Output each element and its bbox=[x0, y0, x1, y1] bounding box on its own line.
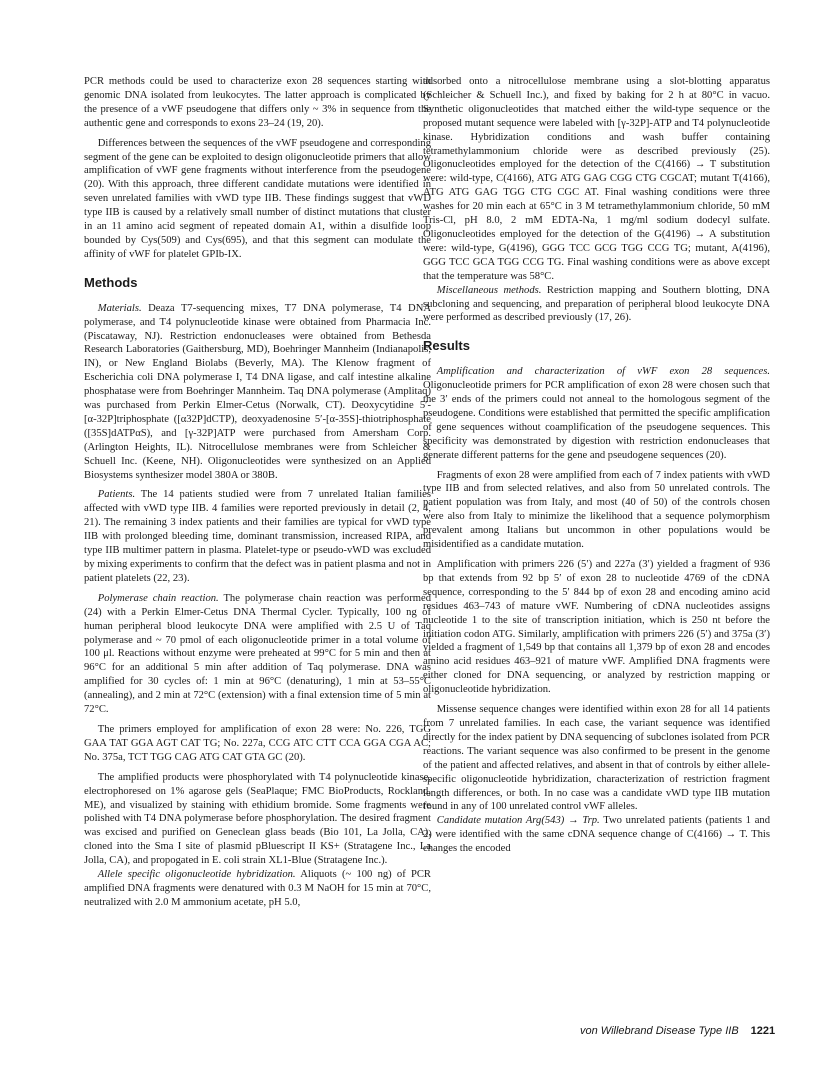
fragments-paragraph: Fragments of exon 28 were amplified from each of 7 index patients with vWD type IIB and from selected relatives, and also from 50 unrelated controls. The patient population was from Italy, and most (40 of 50) of the controls chosen were also from Italy to minimize the likelihood that a sequence polymorphism prevalent among Italians but uncommon in other populations would be misidentified as a candidate mutation. bbox=[423, 469, 770, 551]
right-column bbox=[423, 75, 770, 856]
amplification-characterization-label: Amplification and characterization of vWF exon 28 sequences. bbox=[436, 366, 770, 378]
intro-paragraph-1: PCR methods could be used to characterize exon 28 sequences starting with genomic DNA isolated from leukocytes. The latter approach is complicated by the presence of a vWF pseudogene that differs only ~ 3% in sequence from the authentic gene and corresponds to exons 23–24 (19, 20). bbox=[84, 76, 431, 129]
aso-paragraph bbox=[84, 868, 431, 910]
left-column bbox=[84, 75, 431, 910]
materials-label: Materials. bbox=[97, 302, 142, 314]
patients-paragraph bbox=[84, 488, 431, 585]
aso-label: Allele specific oligonucleotide hybridization. bbox=[97, 869, 296, 881]
page-footer bbox=[580, 1025, 776, 1037]
misc-methods-paragraph bbox=[423, 284, 770, 326]
intro-paragraph-2: Differences between the sequences of the vWF pseudogene and corresponding segment of the gene can be exploited to design oligonucleotide primers that allow amplification of vWF gene fragments without interference from the pseudogene (20). With this approach, three different candidate mutations were identified in seven unrelated families with vWD type IIB. These findings suggest that vWD type IIB is caused by a relatively small number of distinct mutations that cluster in an 11 amino acid segment of repeated domain A1, within a disulfide loop bounded by Cys(509) and Cys(695), and that this segment can modulate the affinity of vWF for platelet GPIb-IX. bbox=[84, 137, 431, 260]
pcr-paragraph bbox=[84, 592, 431, 717]
missense-paragraph: Missense sequence changes were identified within exon 28 for all 14 patients from 7 unrelated families. In each case, the variant sequence was identified directly for the index patient by DNA sequencing of subclones isolated from PCR reactions. The variant sequence was also confirmed to be present in the genome of the patient and affected relatives, and absent in that of controls by either allele-specific oligonucleotide hybridization, characterization of restriction fragment length differences, or both. In no case was a candidate vWD type IIB mutation found in any of 100 unrelated control vWF alleles. bbox=[423, 704, 770, 813]
aso-continuation-paragraph: adsorbed onto a nitrocellulose membrane using a slot-blotting apparatus (Schleicher & Schuell Inc.), and fixed by baking for 2 h at 80°C in vacuo. Synthetic oligonucleotides that matched either the wild-type sequence or the proposed mutant sequence were labeled with [γ-32P]-ATP and T4 polynucleotide kinase. Hybridization conditions and wash buffer containing tetramethylammonium chloride were as described previously (25). Oligonucleotides employed for the detection of the C(4166) → T substitution were: wild-type, C(4166), ATG ATG GAG CGG CTG CGCAT; mutant T(4166), ATG ATG GAG TGG CTG CGC AT. Final washing conditions were three washes for 20 min each at 65°C in 3 M tetramethylammonium chloride, 50 mM Tris-Cl, pH 8.0, 2 mM EDTA-Na, 1 mg/ml sodium dodecyl sulfate. Oligonucleotides employed for the detection of the G(4196) → A substitution were: wild-type, G(4196), GGG TCC GCG TGG CCG TG; mutant, A(4196), GGG TCC GCA TGG CCG TG. Final washing conditions were as above except that the temperature was 58°C. bbox=[423, 76, 770, 282]
candidate-mutation-label: Candidate mutation Arg(543) → Trp. bbox=[436, 815, 600, 827]
pcr-label: Polymerase chain reaction. bbox=[97, 592, 219, 604]
misc-methods-label: Miscellaneous methods. bbox=[436, 284, 542, 296]
methods-heading: Methods bbox=[84, 274, 138, 290]
candidate-mutation-paragraph bbox=[423, 814, 770, 856]
pcr-text: The polymerase chain reaction was performed (24) with a Perkin Elmer-Cetus DNA Thermal Cycler. Typically, 100 ng of human peripheral blood leukocyte DNA were amplified with 2.5 U of Taq polymerase and ~ 70 pmol of each oligonucleotide primer in a total volume of 100 μl. Reactions without enzyme were preheated at 99°C for 5 min and then at 96°C for an additional 5 min after addition of Taq polymerase. DNA was amplified for 30 cycles of: 1 min at 96°C (denaturing), 1 min at 53–55°C (annealing), and 2 min at 72°C (extension) with a final extension time of 5 min at 72°C. bbox=[84, 592, 431, 716]
patients-label: Patients. bbox=[97, 489, 136, 501]
results-heading: Results bbox=[423, 338, 470, 354]
amplification-characterization-text: Oligonucleotide primers for PCR amplification of exon 28 were chosen such that the 3′ ends of the primers could not anneal to the homologous segment of the pseudogene. Conditions were established that permitted the specific amplification of gene sequences without coamplification of the pseudogene sequences. This specificity was demonstrated by digestion with restriction endonucleases that generate different patterns for the gene and pseudogene sequences (20). bbox=[423, 380, 770, 461]
candidate-mutation-text: Two unrelated patients (patients 1 and 2) were identified with the same cDNA sequence change of C(4166) → T. This changes the encoded bbox=[423, 815, 771, 855]
amplification-characterization-paragraph bbox=[423, 365, 770, 462]
materials-text: Deaza T7-sequencing mixes, T7 DNA polymerase, T4 DNA polymerase, and T4 polynucleotide kinase were obtained from Pharmacia Inc. (Piscataway, NJ). Restriction endonucleases were obtained from Bethesda Research Laboratories (Gaithersburg, MD), Boehringer Mannheim (Indianapolis, IN), or New England Biolabs (Beverly, MA). The Klenow fragment of Escherichia coli DNA polymerase I, T4 DNA ligase, and calf intestine alkaline phosphatase were from Boehringer Mannheim. Taq DNA polymerase (Amplitaq) was purchased from Perkin Elmer-Cetus (Norwalk, CT). Deoxycytidine 5′-[α-32P]triphosphate ([α32P]dCTP), deoxyadenosine 5′-[α-35S]-thiotriphosphate ([35S]dATPαS), and [γ-32P]ATP were purchased from Amersham Corp. (Arlington Heights, IL). Nitrocellulose membranes were from Schleicher & Schuell Inc. (Keene, NH). Oligonucleotides were synthesized on an Applied Biosystems synthesizer model 380A or 380B. bbox=[84, 302, 431, 481]
materials-paragraph bbox=[84, 302, 431, 483]
page-number: 1221 bbox=[750, 1025, 776, 1037]
misc-methods-text: Restriction mapping and Southern blotting, DNA subcloning and sequencing, and preparation of peripheral blood leukocyte DNA were performed as described previously (17, 26). bbox=[423, 284, 770, 324]
running-title: von Willebrand Disease Type IIB bbox=[580, 1025, 739, 1037]
patients-text: The 14 patients studied were from 7 unrelated Italian families affected with vWD type IIB. 4 families were reported previously in detail (2, 4, 21). The remaining 3 index patients and their families are typical for vWD type IIB with prolonged bleeding time, dominant transmission, increased RIPA, and type IIB multimer pattern in plasma. Platelet-type or pseudo-vWD was excluded by mixing experiments to confirm that the defect was in patient plasma and not in patient platelets (22, 23). bbox=[84, 489, 431, 584]
amplified-products-paragraph: The amplified products were phosphorylated with T4 polynucleotide kinase, electrophoresed on 1% agarose gels (SeaPlaque; FMC BioProducts, Rockland, ME), and visualized by staining with ethidium bromide. Some fragments were polished with T4 DNA polymerase before phosphorylation. The desired fragment was excised and purified on Geneclean glass beads (Bio 101, La Jolla, CA), cloned into the Sma I site of plasmid pBluescript II KS+ (Stratagene Inc., La Jolla, CA), and propogated in E. coli strain XL1-Blue (Stratagene Inc.). bbox=[84, 771, 431, 867]
aso-text: Aliquots (~ 100 ng) of PCR amplified DNA fragments were denatured with 0.3 M NaOH for 15 min at 70°C, neutralized with 2.0 M ammonium acetate, pH 5.0, bbox=[84, 869, 431, 908]
primers-paragraph: The primers employed for amplification of exon 28 were: No. 226, TGG GAA TAT GGA AGT CAT TG; No. 227a, CCG ATC CTT CCA GGA CGA AC; No. 375a, TCT TGG CAG ATG CAT GTA GC (20). bbox=[84, 723, 431, 763]
amplification-primers-paragraph: Amplification with primers 226 (5′) and 227a (3′) yielded a fragment of 936 bp that extends from 92 bp 5′ of exon 28 to nucleotide 4769 of the cDNA sequence, corresponding to the 5′ 844 bp of exon 28 and encoding amino acid residues 463–743 of mature vWF. Numbering of cDNA nucleotides assigns nucleotide 1 to the site of transcription initiation, which is 250 nt before the initiation codon ATG. Similarly, amplification with primers 226 (5′) and 375a (3′) yielded a fragment of 1,549 bp that contains all 1,379 bp of exon 28 and encodes amino acid residues 463–921 of mature vWF. Amplified DNA fragments were either cloned for DNA sequencing, or analyzed by restriction mapping or oligonucleotide hybridization. bbox=[423, 559, 770, 696]
